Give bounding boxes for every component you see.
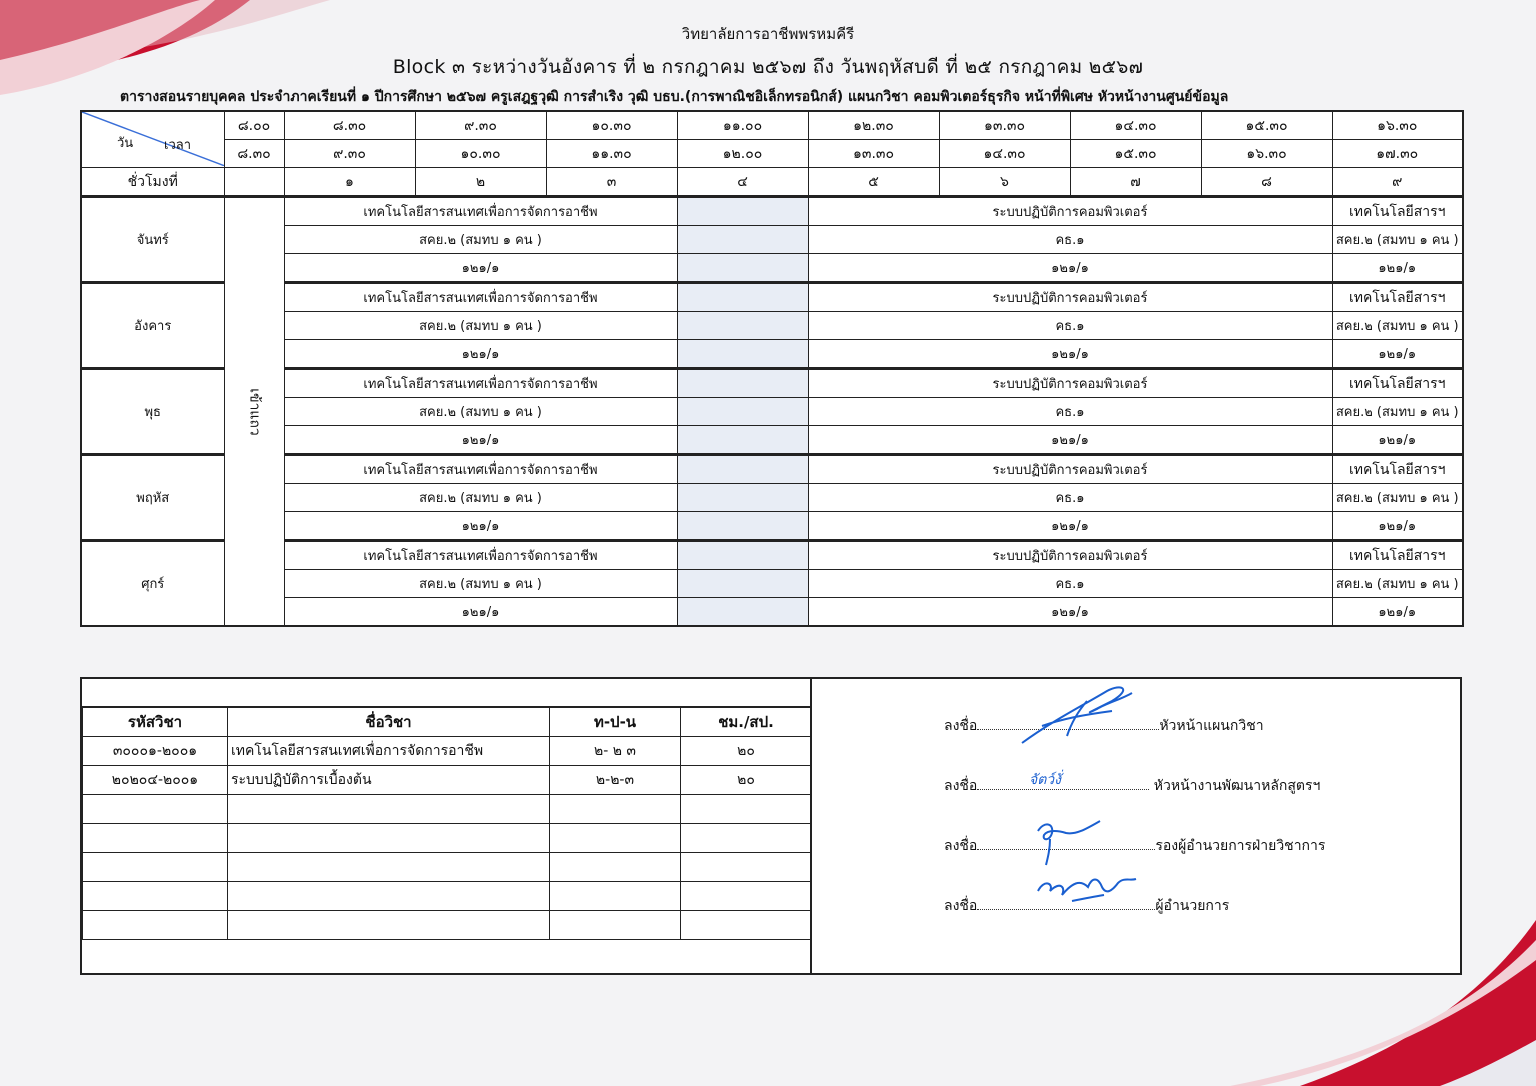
course-hours: ๒๐ [681, 737, 812, 766]
start-time: ๑๔.๓๐ [1070, 111, 1201, 140]
afternoon-group: ๑๒๑/๑ [808, 512, 1332, 541]
course-code [83, 795, 228, 824]
course-header: รหัสวิชา [83, 708, 228, 737]
morning-group: ๑๒๑/๑ [284, 340, 677, 369]
lunch-break-cell [677, 197, 808, 226]
course-tpn [550, 911, 681, 940]
late-subject: เทคโนโลยีสารฯ [1332, 197, 1463, 226]
lunch-break-cell [677, 426, 808, 455]
lunch-break-cell [677, 369, 808, 398]
period-number: ๖ [939, 168, 1070, 197]
lunch-break-cell [677, 541, 808, 570]
late-room: สคย.๒ (สมทบ ๑ คน ) [1332, 312, 1463, 340]
start-time: ๑๖.๓๐ [1332, 111, 1463, 140]
afternoon-subject: ระบบปฏิบัติการคอมพิวเตอร์ [808, 283, 1332, 312]
morning-subject: เทคโนโลยีสารสนเทศเพื่อการจัดการอาชีพ [284, 541, 677, 570]
afternoon-group: ๑๒๑/๑ [808, 598, 1332, 627]
afternoon-subject: ระบบปฏิบัติการคอมพิวเตอร์ [808, 197, 1332, 226]
end-time: ๘.๓๐ [224, 140, 284, 168]
bottom-section [80, 677, 1462, 975]
course-name [228, 853, 550, 882]
signature-role-3: รองผู้อำนวยการฝ่ายวิชาการ [1155, 838, 1326, 854]
corner-time-label: เวลา [164, 138, 192, 153]
period-number: ๑ [284, 168, 415, 197]
period-number: ๔ [677, 168, 808, 197]
signature-role-2: หัวหน้างานพัฒนาหลักสูตรฯ [1153, 778, 1321, 794]
day-label: พุธ [81, 369, 224, 455]
timetable [80, 110, 1464, 627]
morning-subject: เทคโนโลยีสารสนเทศเพื่อการจัดการอาชีพ [284, 197, 677, 226]
period-number: ๗ [1070, 168, 1201, 197]
corner-day-label: วัน [117, 136, 134, 151]
course-header: ชม./สป. [681, 708, 812, 737]
signature-line-4: ลงชื่อ ผู้อำนวยการ [944, 898, 1230, 914]
afternoon-subject: ระบบปฏิบัติการคอมพิวเตอร์ [808, 541, 1332, 570]
lunch-break-cell [677, 398, 808, 426]
course-name [228, 824, 550, 853]
late-subject: เทคโนโลยีสารฯ [1332, 369, 1463, 398]
course-hours [681, 882, 812, 911]
period-label: ชั่วโมงที่ [81, 168, 224, 197]
course-tpn [550, 824, 681, 853]
period-number: ๘ [1201, 168, 1332, 197]
afternoon-group: ๑๒๑/๑ [808, 426, 1332, 455]
afternoon-room: คธ.๑ [808, 226, 1332, 254]
course-hours: ๒๐ [681, 766, 812, 795]
start-time: ๑๓.๓๐ [939, 111, 1070, 140]
course-name [228, 795, 550, 824]
end-time: ๙.๓๐ [284, 140, 415, 168]
morning-room: สคย.๒ (สมทบ ๑ คน ) [284, 226, 677, 254]
course-code: ๒๐๒๐๔-๒๐๐๑ [83, 766, 228, 795]
late-group: ๑๒๑/๑ [1332, 598, 1463, 627]
end-time: ๑๑.๓๐ [546, 140, 677, 168]
afternoon-group: ๑๒๑/๑ [808, 340, 1332, 369]
start-time: ๙.๓๐ [415, 111, 546, 140]
signature-mark-1 [1012, 681, 1142, 751]
course-hours [681, 853, 812, 882]
day-label: จันทร์ [81, 197, 224, 283]
morning-room: สคย.๒ (สมทบ ๑ คน ) [284, 312, 677, 340]
signature-role-4: ผู้อำนวยการ [1155, 898, 1230, 914]
day-label: พฤหัส [81, 455, 224, 541]
lunch-break-cell [677, 283, 808, 312]
afternoon-room: คธ.๑ [808, 570, 1332, 598]
course-tpn: ๒- ๒ ๓ [550, 737, 681, 766]
end-time: ๑๖.๓๐ [1201, 140, 1332, 168]
period-number: ๙ [1332, 168, 1463, 197]
course-code [83, 824, 228, 853]
lunch-break-cell [677, 254, 808, 283]
late-room: สคย.๒ (สมทบ ๑ คน ) [1332, 484, 1463, 512]
start-time: ๑๒.๓๐ [808, 111, 939, 140]
course-tpn [550, 882, 681, 911]
morning-room: สคย.๒ (สมทบ ๑ คน ) [284, 484, 677, 512]
start-time: ๘.๐๐ [224, 111, 284, 140]
lunch-break-cell [677, 312, 808, 340]
course-hours [681, 795, 812, 824]
afternoon-room: คธ.๑ [808, 398, 1332, 426]
corner-diagonal [82, 112, 224, 166]
late-subject: เทคโนโลยีสารฯ [1332, 541, 1463, 570]
lunch-break-cell [677, 512, 808, 541]
end-time: ๑๓.๓๐ [808, 140, 939, 168]
course-code [83, 911, 228, 940]
late-group: ๑๒๑/๑ [1332, 254, 1463, 283]
start-time: ๑๕.๓๐ [1201, 111, 1332, 140]
lunch-break-cell [677, 570, 808, 598]
signature-mark-4 [1032, 865, 1142, 915]
late-room: สคย.๒ (สมทบ ๑ คน ) [1332, 570, 1463, 598]
end-time: ๑๗.๓๐ [1332, 140, 1463, 168]
day-time-corner [81, 111, 224, 168]
lunch-break-cell [677, 484, 808, 512]
morning-room: สคย.๒ (สมทบ ๑ คน ) [284, 570, 677, 598]
morning-subject: เทคโนโลยีสารสนเทศเพื่อการจัดการอาชีพ [284, 369, 677, 398]
course-tpn [550, 853, 681, 882]
course-name: ระบบปฏิบัติการเบื้องต้น [228, 766, 550, 795]
day-label: ศุกร์ [81, 541, 224, 627]
afternoon-subject: ระบบปฏิบัติการคอมพิวเตอร์ [808, 455, 1332, 484]
end-time: ๑๕.๓๐ [1070, 140, 1201, 168]
lunch-break-cell [677, 340, 808, 369]
teacher-info: ตารางสอนรายบุคคล ประจำภาคเรียนที่ ๑ ปีการศึกษา ๒๕๖๗ ครูเสฎฐวุฒิ การสำเริง วุฒิ บธบ.(การพาณิชอิเล็กทรอนิกส์) แผนกวิชา คอมพิวเตอร์ธุรกิจ หน้าที่พิเศษ หัวหน้างานศูนย์ข้อมูล [120, 89, 1229, 105]
period-number: ๓ [546, 168, 677, 197]
afternoon-group: ๑๒๑/๑ [808, 254, 1332, 283]
start-time: ๑๐.๓๐ [546, 111, 677, 140]
morning-group: ๑๒๑/๑ [284, 254, 677, 283]
course-table [82, 707, 812, 940]
course-name: เทคโนโลยีสารสนเทศเพื่อการจัดการอาชีพ [228, 737, 550, 766]
course-code: ๓๐๐๐๑-๒๐๐๑ [83, 737, 228, 766]
signature-mark-3 [1030, 811, 1120, 871]
afternoon-room: คธ.๑ [808, 312, 1332, 340]
sign-label: ลงชื่อ [944, 718, 978, 734]
lunch-break-cell [677, 598, 808, 627]
end-time: ๑๐.๓๐ [415, 140, 546, 168]
course-tpn [550, 795, 681, 824]
course-hours [681, 824, 812, 853]
end-time: ๑๒.๐๐ [677, 140, 808, 168]
course-tpn: ๒-๒-๓ [550, 766, 681, 795]
course-hours [681, 911, 812, 940]
morning-room: สคย.๒ (สมทบ ๑ คน ) [284, 398, 677, 426]
late-group: ๑๒๑/๑ [1332, 426, 1463, 455]
morning-group: ๑๒๑/๑ [284, 512, 677, 541]
late-subject: เทคโนโลยีสารฯ [1332, 455, 1463, 484]
morning-group: ๑๒๑/๑ [284, 426, 677, 455]
afternoon-room: คธ.๑ [808, 484, 1332, 512]
late-subject: เทคโนโลยีสารฯ [1332, 283, 1463, 312]
signature-line-3: ลงชื่อ รองผู้อำนวยการฝ่ายวิชาการ [944, 838, 1326, 854]
late-room: สคย.๒ (สมทบ ๑ คน ) [1332, 398, 1463, 426]
afternoon-subject: ระบบปฏิบัติการคอมพิวเตอร์ [808, 369, 1332, 398]
block-period: Block ๓ ระหว่างวันอังคาร ที่ ๒ กรกฎาคม ๒๕๖๗ ถึง วันพฤหัสบดี ที่ ๒๕ กรกฎาคม ๒๕๖๗ [392, 56, 1144, 78]
morning-group: ๑๒๑/๑ [284, 598, 677, 627]
course-code [83, 882, 228, 911]
course-name [228, 911, 550, 940]
course-header: ชื่อวิชา [228, 708, 550, 737]
start-time: ๘.๓๐ [284, 111, 415, 140]
course-name [228, 882, 550, 911]
signature-role-1: หัวหน้าแผนกวิชา [1159, 718, 1264, 734]
course-code [83, 853, 228, 882]
late-group: ๑๒๑/๑ [1332, 340, 1463, 369]
handwritten-name: จัตว์งั่ [1029, 772, 1061, 788]
homeroom-label: เข้าแถว [246, 387, 262, 436]
homeroom-cell [224, 197, 284, 627]
start-time: ๑๑.๐๐ [677, 111, 808, 140]
lunch-break-cell [677, 455, 808, 484]
college-name: วิทยาลัยการอาชีพพรหมคีรี [681, 25, 855, 43]
period-number: ๒ [415, 168, 546, 197]
late-room: สคย.๒ (สมทบ ๑ คน ) [1332, 226, 1463, 254]
lunch-break-cell [677, 226, 808, 254]
morning-subject: เทคโนโลยีสารสนเทศเพื่อการจัดการอาชีพ [284, 283, 677, 312]
day-label: อังคาร [81, 283, 224, 369]
course-header: ท-ป-น [550, 708, 681, 737]
period-number: ๕ [808, 168, 939, 197]
signature-line-2: ลงชื่อ หัวหน้างานพัฒนาหลักสูตรฯ [944, 778, 1321, 794]
late-group: ๑๒๑/๑ [1332, 512, 1463, 541]
end-time: ๑๔.๓๐ [939, 140, 1070, 168]
morning-subject: เทคโนโลยีสารสนเทศเพื่อการจัดการอาชีพ [284, 455, 677, 484]
homeroom-period-cell [224, 168, 284, 197]
